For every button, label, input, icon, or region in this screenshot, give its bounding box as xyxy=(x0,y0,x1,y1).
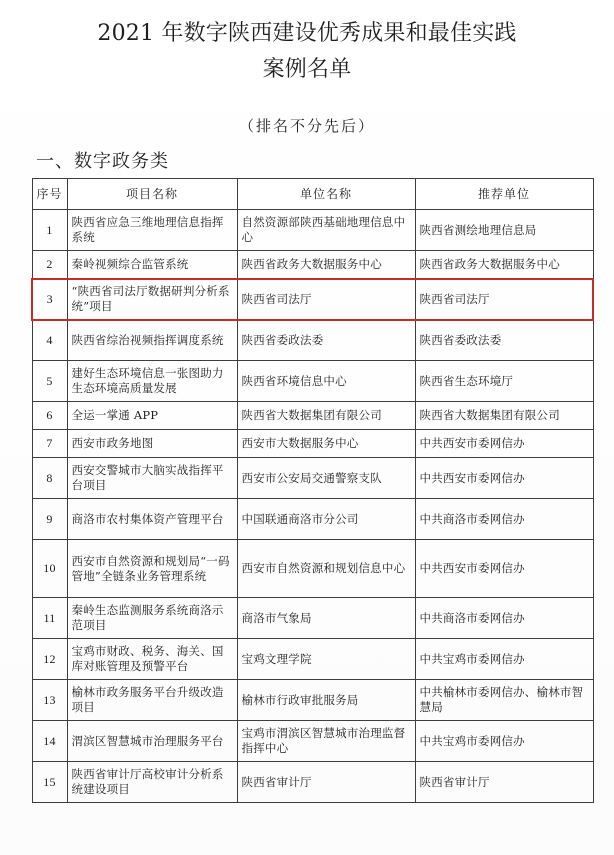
row-project-name: 西安交警城市大脑实战指挥平台项目 xyxy=(67,458,237,499)
row-project-name: 榆林市政务服务平台升级改造项目 xyxy=(67,680,237,721)
row-recommending-unit: 陕西省测绘地理信息局 xyxy=(415,210,593,251)
row-unit-name: 陕西省环境信息中心 xyxy=(237,361,415,402)
document-subtitle: （排名不分先后） xyxy=(238,117,375,135)
table-row xyxy=(32,762,593,803)
row-unit-name: 西安市自然资源和规划信息中心 xyxy=(237,540,415,598)
table-row xyxy=(32,320,593,361)
row-seq: 2 xyxy=(32,251,67,279)
row-recommending-unit: 中共宝鸡市委网信办 xyxy=(415,721,593,762)
row-seq: 11 xyxy=(32,598,67,639)
row-unit-name: 商洛市气象局 xyxy=(237,598,415,639)
row-project-name: 商洛市农村集体资产管理平台 xyxy=(67,499,237,540)
row-seq: 9 xyxy=(32,499,67,540)
section-heading: 一、数字政务类 xyxy=(36,151,169,172)
row-seq: 1 xyxy=(32,210,67,251)
row-project-name: 陕西省应急三维地理信息指挥系统 xyxy=(67,210,237,251)
row-project-name: “陕西省司法厅数据研判分析系统”项目 xyxy=(67,279,237,320)
row-recommending-unit: 中共西安市委网信办 xyxy=(415,458,593,499)
table-row xyxy=(32,680,593,721)
header-unit-name: 单位名称 xyxy=(237,179,415,210)
document-title: 2021 年数字陕西建设优秀成果和最佳实践 案例名单 xyxy=(97,21,517,82)
row-seq: 6 xyxy=(32,402,67,430)
row-recommending-unit: 中共西安市委网信办 xyxy=(415,430,593,458)
table-body xyxy=(32,210,593,803)
row-seq: 12 xyxy=(32,639,67,680)
row-seq: 5 xyxy=(32,361,67,402)
row-seq: 7 xyxy=(32,430,67,458)
table-row xyxy=(32,721,593,762)
table-row xyxy=(32,598,593,639)
row-project-name: 陕西省审计厅高校审计分析系统建设项目 xyxy=(67,762,237,803)
row-project-name: 建好生态环境信息一张图助力生态环境高质量发展 xyxy=(67,361,237,402)
row-project-name: 陕西省综治视频指挥调度系统 xyxy=(67,320,237,361)
row-recommending-unit: 陕西省政务大数据服务中心 xyxy=(415,251,593,279)
table-row xyxy=(32,210,593,251)
table-row xyxy=(32,361,593,402)
row-seq: 14 xyxy=(32,721,67,762)
row-unit-name: 中国联通商洛市分公司 xyxy=(237,499,415,540)
row-unit-name: 宝鸡市渭滨区智慧城市治理监督指挥中心 xyxy=(237,721,415,762)
table-row xyxy=(32,499,593,540)
row-unit-name: 陕西省司法厅 xyxy=(237,279,415,320)
row-seq: 8 xyxy=(32,458,67,499)
row-unit-name: 西安市大数据服务中心 xyxy=(237,430,415,458)
row-project-name: 秦岭生态监测服务系统商洛示范项目 xyxy=(67,598,237,639)
table-row xyxy=(32,458,593,499)
table-row xyxy=(32,639,593,680)
row-project-name: 西安市政务地图 xyxy=(67,430,237,458)
row-recommending-unit: 中共榆林市委网信办、榆林市智慧局 xyxy=(415,680,593,721)
row-recommending-unit: 陕西省委政法委 xyxy=(415,320,593,361)
row-unit-name: 陕西省审计厅 xyxy=(237,762,415,803)
header-project-name: 项目名称 xyxy=(67,179,237,210)
row-recommending-unit: 中共商洛市委网信办 xyxy=(415,598,593,639)
table-row xyxy=(32,402,593,430)
row-seq: 15 xyxy=(32,762,67,803)
row-seq: 3 xyxy=(32,279,67,320)
row-project-name: 渭滨区智慧城市治理服务平台 xyxy=(67,721,237,762)
row-unit-name: 陕西省政务大数据服务中心 xyxy=(237,251,415,279)
table-row xyxy=(32,540,593,598)
row-unit-name: 宝鸡文理学院 xyxy=(237,639,415,680)
row-recommending-unit: 中共西安市委网信办 xyxy=(415,540,593,598)
row-recommending-unit: 陕西省大数据集团有限公司 xyxy=(415,402,593,430)
row-project-name: 宝鸡市财政、税务、海关、国库对账管理及预警平台 xyxy=(67,639,237,680)
table-header xyxy=(32,179,593,210)
header-recommending-unit: 推荐单位 xyxy=(415,179,593,210)
row-seq: 13 xyxy=(32,680,67,721)
row-recommending-unit: 中共宝鸡市委网信办 xyxy=(415,639,593,680)
row-project-name: 全运一掌通 APP xyxy=(67,402,237,430)
row-recommending-unit: 中共商洛市委网信办 xyxy=(415,499,593,540)
row-unit-name: 榆林市行政审批服务局 xyxy=(237,680,415,721)
row-seq: 4 xyxy=(32,320,67,361)
table-row xyxy=(32,251,593,279)
row-recommending-unit: 陕西省审计厅 xyxy=(415,762,593,803)
table-header-row xyxy=(32,179,593,210)
row-project-name: 秦岭视频综合监管系统 xyxy=(67,251,237,279)
row-unit-name: 陕西省大数据集团有限公司 xyxy=(237,402,415,430)
row-recommending-unit: 陕西省生态环境厅 xyxy=(415,361,593,402)
header-seq: 序号 xyxy=(32,179,67,210)
row-unit-name: 陕西省委政法委 xyxy=(237,320,415,361)
row-seq: 10 xyxy=(32,540,67,598)
row-unit-name: 自然资源部陕西基础地理信息中心 xyxy=(237,210,415,251)
row-recommending-unit: 陕西省司法厅 xyxy=(415,279,593,320)
table-row-highlighted xyxy=(32,279,593,320)
row-project-name: 西安市自然资源和规划局“一码管地”全链条业务管理系统 xyxy=(67,540,237,598)
table-row xyxy=(32,430,593,458)
case-list-table xyxy=(31,178,594,803)
row-unit-name: 西安市公安局交通警察支队 xyxy=(237,458,415,499)
